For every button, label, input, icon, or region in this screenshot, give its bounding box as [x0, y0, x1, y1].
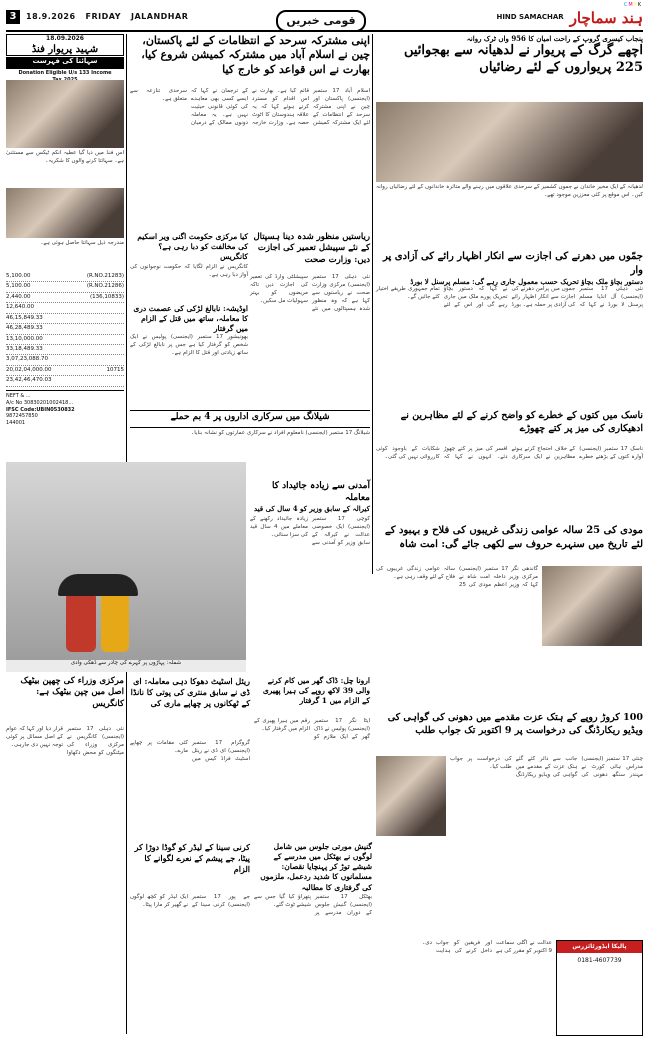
article-body: لدھیانہ کے ایک مخیر خاندان نے جموں کشمیر کے سرحدی علاقوں میں رہنے والے متاثرہ خاندانوں کے لئے رضائیاں روانہ کیں۔ اس موقع پر کئی معززین موجود تھے۔ [376, 184, 643, 198]
bank-line: A/c No 30830201002418... [6, 399, 74, 406]
article-body: جے پور 17 ستمبر (ایجنسی) کرنی سینا کے ایک لیڈر کو کچھ لوگوں نے گھیر کر مارا پیٹا۔ [130, 894, 250, 908]
day: FRIDAY [85, 11, 122, 21]
article-congress [6, 676, 124, 724]
cmyk-k: K [637, 2, 641, 8]
article-arunachal [254, 676, 370, 716]
advertisement [556, 940, 643, 1036]
table-row: 13,10,000.00 [6, 335, 124, 345]
bank-line: NEFT & ... [6, 393, 31, 399]
donation-line: Donation Eligible U/s 133 Income [18, 70, 112, 76]
headline: اوڈیشہ: نابالغ لڑکی کی عصمت دری کا معاملہ، ساتھ میں قتل کے الزام میں گرفتار [133, 304, 248, 334]
article-odisha [130, 304, 248, 332]
headline: مودی کی 25 سالہ عوامی زندگی غریبوں کی فلاح و بہبود کے لئے تاریخ میں سنہرے حروف سے لکھی جائے گی: امت شاہ [384, 525, 643, 550]
dhoni-photo [376, 756, 446, 836]
page-number: 3 [6, 10, 20, 24]
headline: کرنی سینا کے لیڈر کو گوڈا دوڑا کر پیٹا، جے پیشم کے نعرے لگوانے کا الزام [134, 842, 250, 874]
subhead: دستور بچاؤ ملک بچاؤ تحریک حسب معمول جاری رہے گی: مسلم پرسنل لا بورڈ [410, 277, 643, 286]
table-row: 46,15,849.33 [6, 314, 124, 324]
subhead: کیرالہ کے سابق وزیر کو 4 سال کی قید [254, 504, 370, 514]
section-title: قومی خبریں [276, 10, 366, 32]
masthead [6, 4, 643, 32]
headline: اچھے گرگ کے پریوار نے لدھیانہ سے بھجوائیں 225 پریواروں کے لئے رضائیاں [403, 43, 643, 75]
article-body: کانگریس نے الزام لگایا کہ حکومت نوجوانوں کی آواز دبا رہی ہے۔ [130, 264, 248, 278]
article-bottom-left [130, 842, 250, 892]
article-dogs [376, 410, 643, 444]
headline: ارونا چل: ڈاک گھر میں کام کرنے والی 39 لاکھ روپے کی ہیرا پھیری کے الزام میں 1 گرفتار [262, 676, 370, 706]
cmyk-c: C [623, 2, 628, 8]
fund-title: شہید پریوار فنڈ [31, 44, 99, 56]
fog-photo [6, 462, 246, 672]
table-row: 2,440.00 (136,10833) [6, 293, 124, 303]
article-real-estate [130, 676, 250, 738]
umbrella-icon [58, 574, 138, 596]
headline: آمدنی سے زیادہ جائیداد کا معاملہ [271, 481, 370, 504]
cmyk-m: M [628, 2, 633, 8]
article-body: چنئی 17 ستمبر (ایجنسی) مدراس ہائی کورٹ نے مہندر سنگھ دھونی کی جانب سے دائر کئے گئے ہتک عزت کے مقدمے میں گواہی کی ویڈیو ریکارڈنگ کی درخواست پر جواب طلب کیا۔ [450, 756, 643, 778]
headline: ریئل اسٹیٹ دھوکا دہی معاملہ: ای ڈی نے سابق منتری کی پوتی کا نانڈا کے ٹھکانوں پر چھاپے ماری کی [130, 676, 250, 708]
headline: 100 کروڑ روپے کے ہتک عزت مقدمے میں دھونی کی گواہی کی ویڈیو ریکارڈنگ کی درخواست پر 9 اکتوبر تک جواب طلب [387, 712, 643, 736]
article-top-center [130, 34, 370, 86]
table-row: 20,02,04,000.00 10715 [6, 366, 124, 376]
article-mid-left [130, 232, 248, 262]
fund-text: اس فنڈ میں دیا گیا عطیہ انکم ٹیکس سے مستثنیٰ ہے۔ سہائتا کرنے والوں کا شکریہ۔ [6, 150, 124, 164]
article-body: نئی دہلی 17 ستمبر (ایجنسی) کانگریس نے مرکزی وزراء کی میٹنگوں کو محض دکھاوا قرار دیا اور کہا کہ عوام کے اصل مسائل پر کوئی توجہ نہیں دی جارہی۔ [6, 726, 124, 756]
fund-header [6, 34, 124, 56]
brand [496, 8, 643, 28]
cmyk-y: Y [633, 2, 637, 8]
donors-photo [6, 80, 124, 148]
ad-title: پالیکا ایڈورٹائزرس [557, 941, 642, 953]
article-bottom-center [254, 842, 372, 892]
person-figure [101, 590, 129, 652]
article-top-right [376, 34, 643, 100]
brand-english: HIND SAMACHAR [496, 13, 564, 22]
headline: شیلانگ میں سرکاری اداروں پر 4 بم حملے [170, 412, 330, 422]
article-body: عدالت نے اگلی سماعت 9 اکتوبر کو مقرر کی ہے اور فریقین کو جواب داخل کرنے کی ہدایت دی۔ [422, 940, 552, 954]
ad-phone: 0181-4607739 [577, 957, 622, 965]
table-row: 12,640.00 [6, 303, 124, 313]
headline: کیا مرکزی حکومت اگنی ویر اسکیم کی مخالفت کو دبا رہی ہے؟ کانگریس [137, 232, 248, 262]
article-body: شیلانگ 17 ستمبر (ایجنسی) نامعلوم افراد نے سرکاری عمارتوں کو نشانہ بنایا۔ [191, 430, 370, 436]
article-body: گروگرام 17 ستمبر (ایجنسی) ای ڈی نے ریئل اسٹیٹ فراڈ کیس میں کئی مقامات پر چھاپے مارے۔ [130, 740, 250, 762]
photo-caption: شملہ: پہاڑوں پر کہرے کی چادر سے ڈھکی وادی [6, 660, 246, 672]
bank-line: IFSC Code:UBIN0530832 [6, 406, 75, 413]
bank-line: 9872457850 [6, 413, 38, 420]
article-body: اسلام آباد 17 ستمبر (ایجنسی) پاکستان اور چین نے اپنی مشترکہ سرحد کے انتظامات کے لئے ایک مشترکہ کمیشن قائم کیا ہے۔ بھارت نے اس اقدام کو مسترد کرتے ہوئے کہا کہ یہ علاقہ ہندوستان کا اٹوٹ حصہ ہے۔ وزارت خارجہ کے ترجمان نے کہا کہ ایسے کسی بھی معاہدے کی کوئی قانونی حیثیت نہیں ہے۔ یہ معاملہ دونوں ممالک کے درمیان سرحدی تنازعہ سے متعلق ہے۔ [130, 88, 370, 126]
article-shillong [130, 410, 370, 428]
article-body: نئی دہلی 17 ستمبر (ایجنسی) مرکزی وزارت صحت نے ریاستوں سے کہا ہے کہ وہ منظور شدہ ہسپتالوں میں نئے سپیشلٹی وارڈ کی تعمیر کی اجازت دیں تاکہ مریضوں کو بہتر سہولیات مل سکیں۔ [250, 274, 370, 312]
bank-info [6, 390, 124, 470]
table-row: 5,100.00 (R.NO.21283) [6, 272, 124, 282]
article-body: بھٹکل 17 ستمبر (ایجنسی) گنیش جلوس کے دوران مدرسے پر پتھراؤ کیا گیا جس سے شیشے ٹوٹ گئے۔ [254, 894, 372, 916]
article-hundred-crore [376, 712, 643, 752]
fund-subtitle: سہائتا کی فہرست [6, 57, 124, 69]
article-body: کوچی 17 ستمبر (ایجنسی) ایک خصوصی عدالت نے کیرالہ کے سابق وزیر کو آمدنی سے زیادہ جائیداد رکھنے کے معاملے میں 4 سال قید کی سزا سنائی۔ [250, 516, 370, 546]
dateline [26, 12, 188, 23]
article-body: بھونیشور 17 ستمبر (ایجنسی) پولیس نے ایک شخص کو گرفتار کیا ہے جس پر نابالغ لڑکی کے ساتھ زیادتی اور قتل کا الزام ہے۔ [130, 334, 249, 356]
person-figure [66, 592, 96, 652]
city: JALANDHAR [131, 11, 189, 21]
table-row: 3,07,23,088.70 [6, 355, 124, 365]
bank-line: 144001 [6, 420, 26, 426]
headline: ناسک میں کتوں کے خطرے کو واضح کرنے کے لئے مظاہرین نے ادھیکاری کی میز پر کتے چھوڑے [400, 410, 643, 434]
cmyk-marks [624, 2, 641, 9]
article-body: گاندھی نگر 17 ستمبر (ایجنسی) مرکزی وزیر داخلہ امت شاہ نے کہا کہ وزیر اعظم مودی کی 25 سالہ عوامی زندگی غریبوں کی فلاح کے لئے وقف رہی ہے۔ [376, 566, 538, 588]
fund-text-2: مندرجہ ذیل سہائتا حاصل ہوئی ہے۔ [40, 240, 124, 246]
table-row: 46,28,489.33 [6, 324, 124, 334]
table-row: 5,100.00 (R.NO.21286) [6, 282, 124, 292]
amit-shah-photo [542, 566, 642, 646]
fund-table [6, 272, 124, 387]
article-mid-right [376, 250, 643, 284]
date: 18.9.2026 [26, 11, 76, 21]
article-modi [376, 524, 643, 562]
headline: ریاستیں منظور شدہ دینا ہسپتال کے نئے سپیشل تعمیر کی اجازت دیں: وزارت صحت [253, 232, 370, 265]
donors-photo-2 [6, 188, 124, 238]
group-photo [376, 102, 643, 182]
kicker: پنجاب کیسری گروپ کے راحت امیان کا 956 واں ٹرک روانہ [466, 34, 643, 43]
table-row: 23,42,46,470.03 [6, 376, 124, 386]
article-body: ایٹا نگر 17 ستمبر (ایجنسی) پولیس نے ڈاک گھر کے ایک ملازم کو رقم میں ہیرا پھیری کے الزام میں گرفتار کیا۔ [254, 718, 370, 740]
brand-logo: ہند سماچار [569, 9, 643, 27]
article-body: ناسک 17 ستمبر (ایجنسی) آوارہ کتوں کے بڑھتے خطرے کے خلاف احتجاج کرتے ہوئے مظاہرین نے ایک سرکاری افسر کی میز پر کتے چھوڑ دئے۔ انہوں نے کہا کہ شکایات کے باوجود کوئی کارروائی نہیں کی گئی۔ [376, 446, 643, 460]
headline: گنیش مورتی جلوس میں شامل لوگوں نے بھٹکل میں مدرسے کے شیشے توڑ کر پہنچایا نقصان: مسلمانوں کا شدید ردعمل، ملزموں کی گرفتاری کا مطالبہ [260, 842, 372, 892]
headline: اپنی مشترکہ سرحد کے انتظامات کے لئے پاکستان، چین نے اسلام آباد میں مشترکہ کمیشن شروع کیا، بھارت نے اس قواعد کو خارج کیا [141, 34, 370, 76]
fund-date: 18.09.2026 [46, 35, 84, 42]
table-row: 33,18,489.33 [6, 345, 124, 355]
column-rule [372, 34, 373, 574]
article-mid-center [250, 232, 370, 272]
headline: مرکزی وزراء کی چھپن بیٹھک اصل میں چپن بیٹھک ہے: کانگریس [20, 676, 124, 709]
article-income [250, 480, 370, 514]
headline: جمّوں میں دھرنے کی اجازت سے انکار اظہار رائے کی آزادی پر وار [383, 251, 643, 276]
article-body: نئی دہلی 17 ستمبر (ایجنسی) آل انڈیا مسلم پرسنل لا بورڈ نے کہا کہ جموں میں پرامن دھرنے کی اجازت سے انکار اظہار رائے کی آزادی پر حملہ ہے۔ بورڈ نے کہا کہ دستور بچاؤ تحریک پورے ملک میں جاری رہے گی اور اس کے لئے تمام جمہوری طریقے اختیار کئے جائیں گے۔ [376, 286, 643, 308]
